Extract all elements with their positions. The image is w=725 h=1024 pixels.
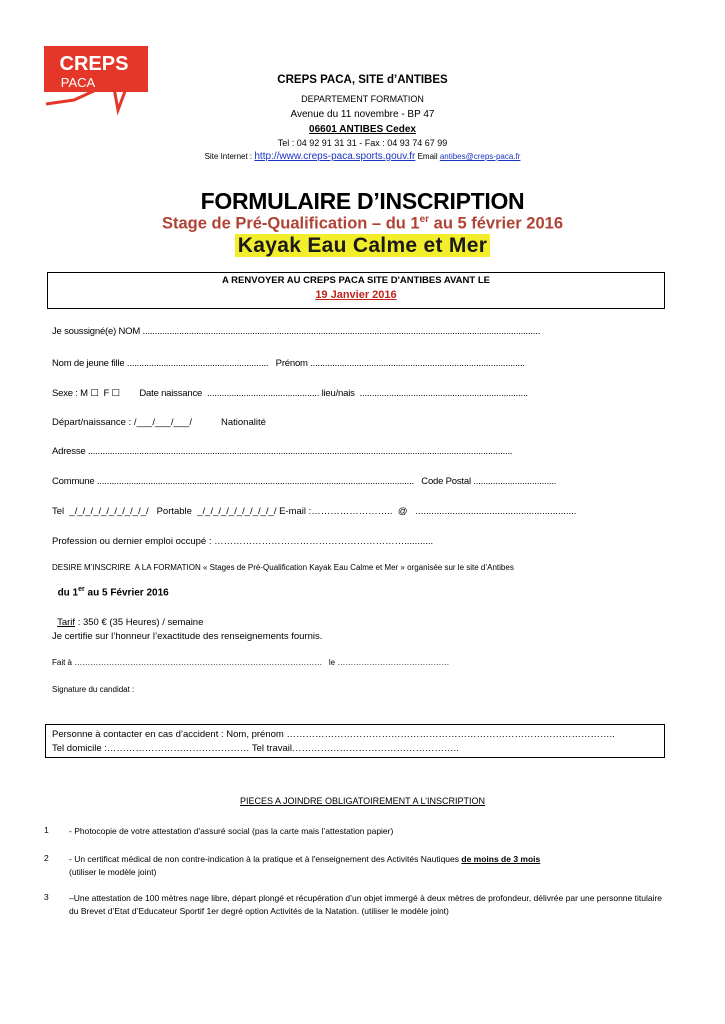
- return-notice-box: [47, 272, 665, 309]
- field-jeune-fille-prenom[interactable]: Nom de jeune fille .......................................................... Prénom ........................................................................................: [52, 358, 525, 369]
- field-fait-a-le[interactable]: Fait à ………………………………………………………………………………… le ……………………………………: [52, 658, 450, 667]
- city: 06601 ANTIBES Cedex: [309, 124, 416, 135]
- certify-text: Je certifie sur l’honneur l’exactitude des renseignements fournis.: [52, 631, 323, 642]
- department: DEPARTEMENT FORMATION: [301, 94, 424, 104]
- logo-bottom-text: PACA: [60, 75, 96, 90]
- field-commune-code-postal[interactable]: Commune .................................................................................................................................. Code Postal ..................................: [52, 476, 557, 487]
- org-name: CREPS PACA, SITE d’ANTIBES: [277, 74, 448, 86]
- desire-dates: [52, 575, 169, 598]
- site-label: Site Internet :: [204, 152, 255, 161]
- address: Avenue du 11 novembre - BP 47: [290, 109, 435, 120]
- desire-dates-sup: er: [78, 586, 85, 593]
- email-link[interactable]: antibes@creps-paca.fr: [439, 152, 521, 161]
- piece-item: –Une attestation de 100 mètres nage libre, départ plongé et récupération d’un objet immergé à deux mètres de profondeur, délivrée par une personne titulaire du Brevet d’Etat d’Educateur Sportif 1er degré option Activités de la Natation. (utiliser le modèle joint): [69, 893, 663, 916]
- field-sexe-naissance[interactable]: Sexe : M ☐ F ☐ Date naissance .............................................. lieu/nais .....................................................................: [52, 388, 528, 399]
- subtitle-pre: Stage de Pré-Qualification – du 1: [161, 214, 420, 233]
- creps-logo: [44, 46, 156, 116]
- subtitle-sup: er: [419, 214, 430, 225]
- piece-number: 3: [44, 892, 49, 902]
- pieces-title: PIECES A JOINDRE OBLIGATOIREMENT A L’INSCRIPTION: [239, 796, 486, 806]
- return-deadline: 19 Janvier 2016: [315, 289, 397, 301]
- form-subtitle: [60, 214, 665, 234]
- site-link[interactable]: http://www.creps-paca.sports.gouv.fr: [254, 151, 416, 162]
- tarif-line: [52, 606, 203, 628]
- email-label: Email: [415, 152, 440, 161]
- field-contact-tel[interactable]: Tel domicile :……………………………………… Tel travail……………………………………………..: [52, 743, 459, 754]
- field-depart-nationalite[interactable]: Départ/naissance : /___/___/___/ Nationalité: [52, 417, 266, 428]
- emergency-contact-box: [45, 724, 665, 758]
- return-notice-text: A RENVOYER AU CREPS PACA SITE D'ANTIBES AVANT LE: [222, 275, 490, 286]
- tarif-value: : 350 € (35 Heures) / semaine: [75, 617, 204, 628]
- desire-text: DESIRE M’INSCRIRE A LA FORMATION « Stages de Pré-Qualification Kayak Eau Calme et Mer » organisée sur le site d’Antibes: [52, 563, 514, 572]
- subtitle-post: au 5 février 2016: [429, 214, 564, 233]
- logo-top-text: CREPS: [59, 53, 129, 75]
- piece-item: [69, 853, 669, 879]
- desire-dates-post: au 5 Février 2016: [84, 587, 169, 599]
- course-name: [60, 234, 665, 258]
- field-nom[interactable]: Je soussigné(e) NOM ...................................................................................................................................................................: [52, 326, 541, 337]
- phone-fax: Tel : 04 92 91 31 31 - Fax : 04 93 74 67 99: [277, 138, 448, 148]
- desire-dates-pre: du 1: [57, 587, 79, 599]
- piece-item-emphasis: de moins de 3 mois: [461, 854, 541, 864]
- field-profession[interactable]: Profession ou dernier emploi occupé : ……………………………………………………...........: [52, 536, 434, 547]
- course-name-text: Kayak Eau Calme et Mer: [235, 234, 490, 257]
- piece-item-text: - Un certificat médical de non contre-indication à la pratique et à l'enseignement des Activités Nautiques: [69, 854, 462, 864]
- web-line: [150, 151, 575, 162]
- field-contact-name[interactable]: Personne à contacter en cas d’accident : Nom, prénom …………………………………………………………………………………………..: [52, 729, 615, 740]
- signature-label: Signature du candidat :: [52, 685, 135, 694]
- field-tel-portable-email[interactable]: Tel _/_/_/_/_/_/_/_/_/_/ Portable _/_/_/_/_/_/_/_/_/_/ E-mail :…………………….. @ .............................................................: [52, 506, 577, 517]
- piece-item: - Photocopie de votre attestation d'assuré social (pas la carte mais l’attestation papier): [69, 826, 394, 836]
- tarif-label: Tarif: [57, 617, 76, 628]
- piece-item-note: (utiliser le modèle joint): [69, 867, 157, 877]
- field-adresse[interactable]: Adresse ..............................................................................................................................................................................: [52, 446, 513, 457]
- form-title: FORMULAIRE D’INSCRIPTION: [200, 188, 525, 214]
- piece-number: 2: [44, 853, 49, 863]
- piece-number: 1: [44, 825, 49, 835]
